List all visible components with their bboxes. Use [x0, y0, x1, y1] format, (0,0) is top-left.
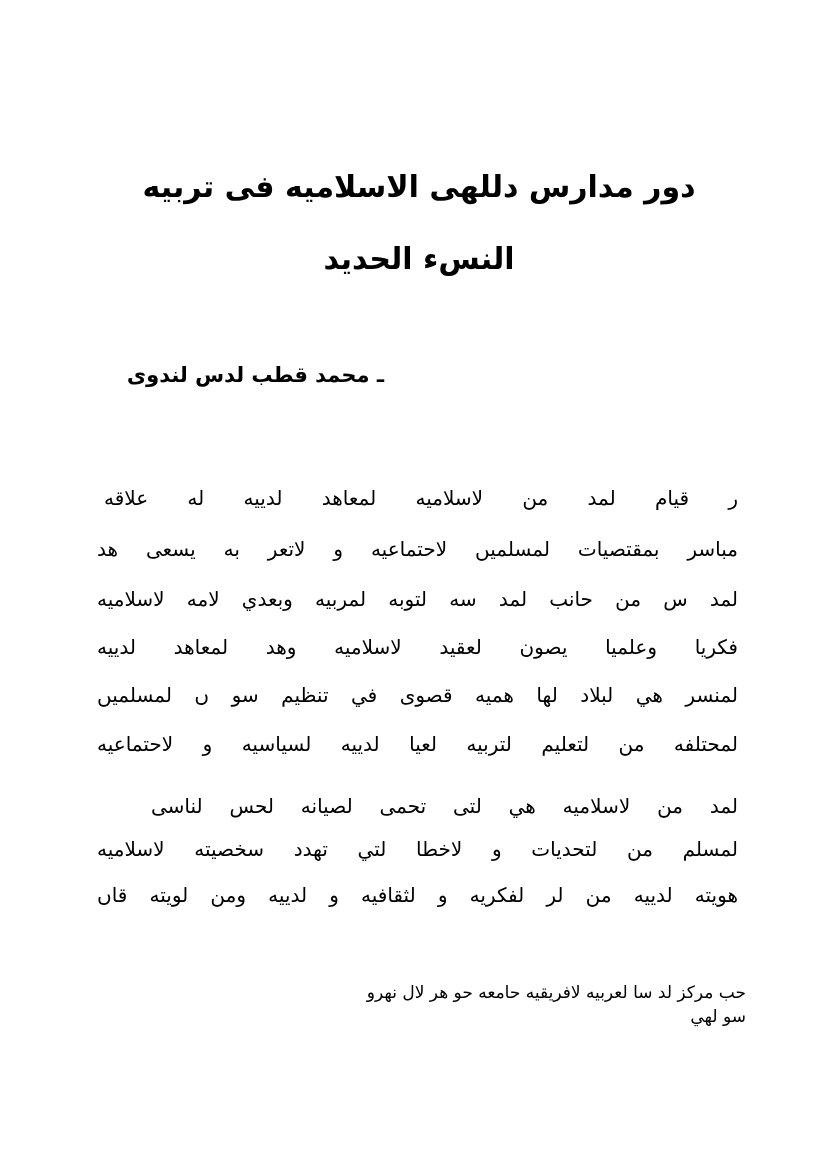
paragraph-1-line-6: لمحتلفه من لتعلیم لتربیه لعیا لدییه لسیاسیه و لاحتماعیه: [97, 732, 738, 756]
paragraph-1-line-5: لمنسر هي لبلاد لها همیه قصوی في تنظیم سو ں لمسلمیں: [97, 683, 738, 707]
paragraph-1-line-3: لمد س من حانب لمد سه لتوبه لمربیه وبعدي لامه لاسلامیه: [97, 587, 738, 611]
footnote-line-2: سو لهي: [690, 1007, 746, 1027]
paragraph-1-line-1: ر قیام لمد من لاسلامیه لمعاهد لدییه له علاقه: [104, 486, 738, 510]
paragraph-2-line-1: لمد من لاسلامیه هي لتی تحمی لصیانه لحس لناسی: [151, 794, 738, 818]
title-line-1: دور مدارس دللهی الاسلامیه فی تربیه: [142, 170, 696, 205]
paragraph-2-line-3: هویته لدییه من لر لفکریه و لثقافیه و لدییه ومن لویته قاں: [97, 883, 738, 907]
author-name: ـ محمد قطب لدس لندوی: [126, 363, 384, 387]
paragraph-1-line-4: فکریا وعلمیا یصون لعقید لاسلامیه وهد لمعاهد لدییه: [97, 635, 738, 659]
footnote-line-1: حب مرکز لد سا لعربیه لافریقیه حامعه حو هر لال نهرو: [366, 983, 746, 1003]
title-line-2: النسء الحدید: [323, 242, 515, 277]
paragraph-2-line-2: لمسلم من لتحدیات و لاخطا لتي تهدد سخصیته لاسلامیه: [97, 837, 738, 861]
paragraph-1-line-2: مباسر بمقتصیات لمسلمیں لاحتماعیه و لاتعر به یسعی هد: [97, 537, 738, 561]
